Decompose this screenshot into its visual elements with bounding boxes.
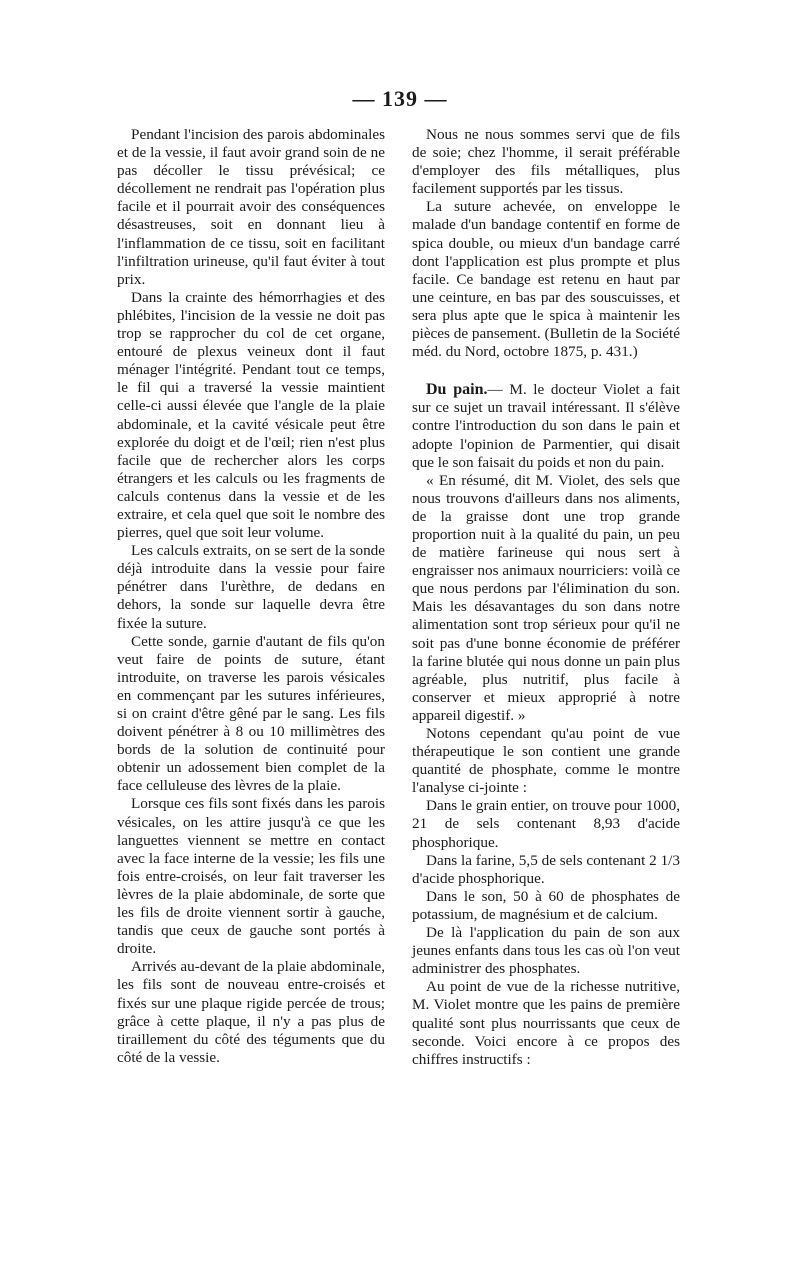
paragraph: La suture achevée, on enveloppe le malade d'un bandage contentif en forme de spica double, ou mieux d'un bandage carré dont l'application est plus prompte et plus facile. Ce bandage est retenu en haut par une ceinture, en bas par des souscuisses, et sera plus apte que le spica à maintenir les pièces de pansement. (Bulletin de la Société méd. du Nord, octobre 1875, p. 431.) (412, 198, 680, 361)
paragraph: Cette sonde, garnie d'autant de fils qu'on veut faire de points de suture, étant introduite, on traverse les parois vésicales en commençant par les sutures inférieures, si on craint d'être gêné par le sang. Les fils doivent pénétrer à 8 ou 10 millimètres des bords de la solution de continuité pour obtenir un adossement bien complet de la face celluleuse des lèvres de la plaie. (117, 632, 385, 795)
page-number: — 139 — (352, 86, 448, 111)
paragraph: Arrivés au-devant de la plaie abdominale, les fils sont de nouveau entre-croisés et fixés sur une plaque rigide percée de trous; grâce à cette plaque, il n'y a pas plus de tiraillement du côté des téguments que du côté de la vessie. (117, 958, 385, 1066)
paragraph: Dans le grain entier, on trouve pour 1000, 21 de sels contenant 8,93 d'acide phosphorique. (412, 797, 680, 851)
paragraph: Au point de vue de la richesse nutritive, M. Violet montre que les pains de première qualité sont plus nourrissants que ceux de seconde. Voici encore à ce propos des chiffres instructifs : (412, 978, 680, 1068)
paragraph: Notons cependant qu'au point de vue thérapeutique le son contient une grande quantité de phosphate, comme le montre l'analyse ci-jointe : (412, 725, 680, 797)
paragraph: Dans la crainte des hémorrhagies et des phlébites, l'incision de la vessie ne doit pas trop se rapprocher du col de cet organe, entouré de plexus veineux dont il faut ménager l'intégrité. Pendant tout ce temps, le fil qui a traversé la vessie maintient celle-ci aussi élevée que l'angle de la plaie abdominale, et la cavité vésicale peut être explorée du doigt et de l'œil; rien n'est plus facile que de rechercher alors les corps étrangers et les calculs ou les fragments de calculs contenus dans la vessie et de les extraire, et cela quel que soit le nombre des pierres, quel que soit leur volume. (117, 288, 385, 542)
paragraph: Dans le son, 50 à 60 de phosphates de potassium, de magnésium et de calcium. (412, 887, 680, 923)
paragraph: Dans la farine, 5,5 de sels contenant 2 1/3 d'acide phosphorique. (412, 851, 680, 887)
paragraph: Pendant l'incision des parois abdominales et de la vessie, il faut avoir grand soin de ne pas décoller le tissu prévésical; ce décollement ne rendrait pas l'opération plus facile et il pourrait avoir des conséquences désastreuses, soit en donnant lieu à l'inflammation de ce tissu, soit en facilitant l'infiltration urineuse, qu'il faut éviter à tout prix. (117, 126, 385, 288)
paragraph: « En résumé, dit M. Violet, des sels que nous trouvons d'ailleurs dans nos aliments, de la graisse dont une trop grande proportion nuit à la qualité du pain, un peu de matière farineuse qui nous sert à engraisser nos animaux nourriciers: voilà ce que nous perdons par l'élimination du son. Mais les désavantages du son dans notre alimentation sont trop sérieux pour qu'il ne soit pas d'une bonne économie de préférer la farine blutée qui nous donne un pain plus agréable, plus nutritif, plus facile à conserver et mieux approprié à notre appareil digestif. » (412, 471, 680, 724)
paragraph: Nous ne nous sommes servi que de fils de soie; chez l'homme, il serait préférable d'employer des fils métalliques, plus facilement supportés par les tissus. (412, 126, 680, 198)
section-paragraph (412, 381, 680, 471)
section-heading: Du pain. (426, 381, 488, 399)
paragraph: De là l'application du pain de son aux jeunes enfants dans tous les cas où l'on veut administrer des phosphates. (412, 924, 680, 978)
paragraph: Lorsque ces fils sont fixés dans les parois vésicales, on les attire jusqu'à ce que les languettes viennent se mettre en contact avec la face interne de la vessie; les fils une fois entre-croisés, on leur fait traverser les lèvres de la plaie abdominale, de sorte que les fils de droite viennent sortir à gauche, tandis que ceux de gauche sont portés à droite. (117, 795, 385, 958)
left-column (117, 126, 385, 1067)
right-column (412, 126, 680, 1069)
paragraph: Les calculs extraits, on se sert de la sonde déjà introduite dans la vessie pour faire pénétrer dans l'urèthre, de dedans en dehors, la sonde sur laquelle devra être fixée la suture. (117, 542, 385, 632)
section-intro: — M. le docteur Violet a fait sur ce sujet un travail intéressant. Il s'élève contre l'introduction du son dans le pain et adopte l'opinion de Parmentier, qui disait que le son faisait du poids et non du pain. (412, 381, 680, 471)
